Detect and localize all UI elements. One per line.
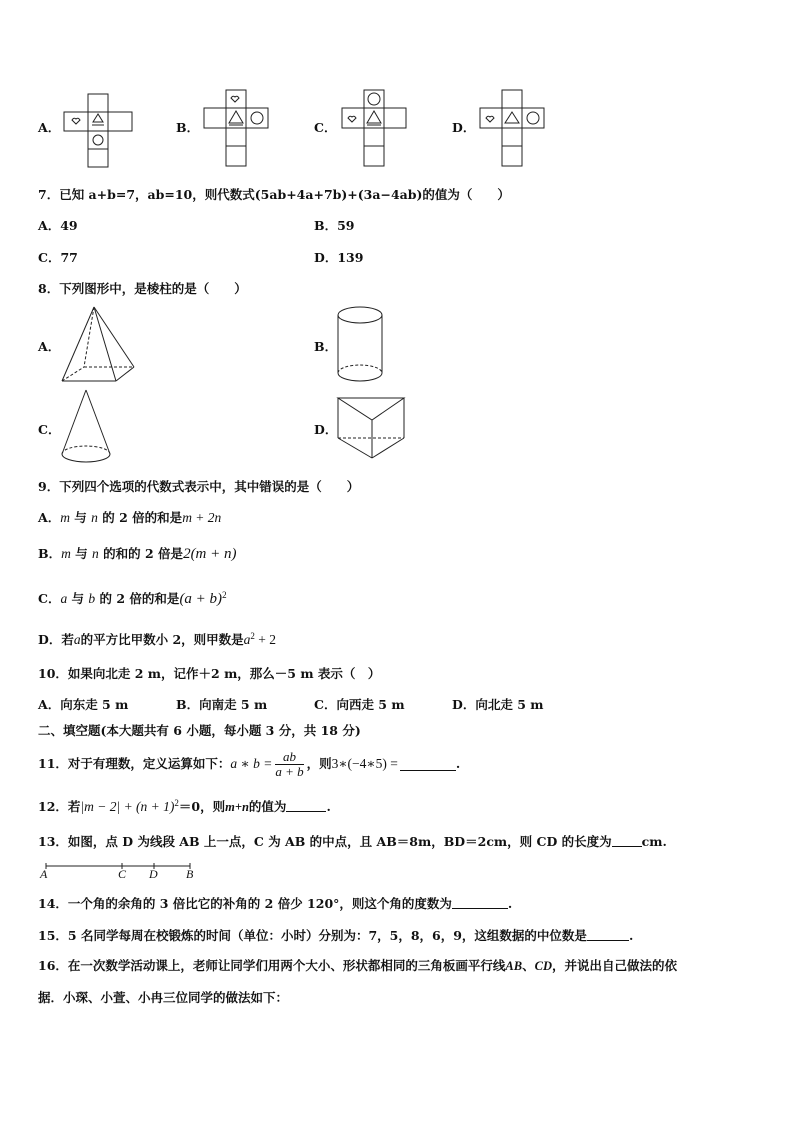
q6-net-c-figure — [342, 90, 412, 168]
q6-net-d-figure — [480, 90, 550, 168]
q9-b-mid: 与 — [70, 546, 93, 561]
q9-a-label: A． — [38, 510, 61, 525]
q15-stem — [38, 927, 633, 944]
q16-line1-post: ，并说出自己做法的依 — [551, 958, 677, 973]
q9-a-m: m — [60, 510, 70, 525]
q13-answer-blank[interactable] — [612, 833, 642, 847]
q9-d-label: D．若 — [38, 632, 74, 648]
q13-stem-text: 13．如图，点 D 为线段 AB 上一点，C 为 AB 的中点，且 AB＝8m，BD＝2cm，则 CD 的长度为 — [38, 834, 612, 849]
q8-option-d-label: D． — [314, 422, 338, 437]
q14-stem — [38, 895, 512, 912]
q14-stem-text: 14．一个角的余角的 3 倍比它的补角的 2 倍少 120°，则这个角的度数为 — [38, 896, 452, 911]
q12-mn: m+n — [225, 800, 249, 815]
q13-point-a: A — [40, 867, 48, 881]
q11-answer-blank[interactable] — [400, 757, 456, 771]
q10-stem: 10．如果向北走 2 m，记作＋2 m，那么－5 m 表示（ ） — [38, 666, 381, 681]
triangular-prism-figure — [336, 392, 416, 462]
q12-end: . — [326, 799, 331, 815]
q8-option-c-label: C． — [38, 422, 61, 437]
q9-option-c — [38, 587, 227, 607]
q15-answer-blank[interactable] — [587, 927, 629, 941]
q7-stem: 7．已知 a+b=7，ab=10，则代数式(5ab+4a+7b)+(3a−4ab)的值为（ ） — [38, 187, 510, 202]
q6-option-d-label: D． — [452, 120, 476, 135]
q6-net-b-figure — [204, 90, 274, 168]
q10-option-b: B．向南走 5 m — [176, 697, 268, 712]
q9-d-sup: 2 — [250, 631, 255, 641]
q13-unit: cm. — [641, 834, 667, 849]
q6-option-a-label: A． — [38, 120, 61, 135]
q14-end: . — [507, 896, 513, 911]
q12-answer-blank[interactable] — [286, 798, 326, 812]
q11-expr: 3∗(−4∗5) = — [331, 756, 398, 771]
q14-answer-blank[interactable] — [452, 895, 508, 909]
q9-option-d — [38, 628, 276, 648]
q12-sup: 2 — [174, 798, 179, 808]
q9-d-expr: a — [243, 632, 251, 648]
q15-end: . — [628, 928, 634, 943]
q9-d-a: a — [73, 632, 81, 648]
q12-pre: 12．若 — [38, 799, 81, 815]
q12-expr1: |m − 2| + (n + 1) — [80, 799, 175, 815]
q9-c-label: C． — [38, 591, 61, 607]
q9-c-sup: 2 — [222, 590, 227, 600]
q13-point-d: D — [149, 867, 158, 881]
q16-comma: 、 — [522, 958, 535, 973]
q6-option-b-label: B． — [176, 120, 200, 135]
q9-option-a — [38, 510, 221, 526]
q12-expr2: ＝0，则 — [178, 799, 226, 815]
q9-stem: 9．下列四个选项的代数式表示中，其中错误的是（ ） — [38, 479, 360, 494]
q9-b-tail: 的和的 2 倍是 — [98, 546, 184, 561]
q9-b-label: B． — [38, 546, 62, 561]
q13-stem — [38, 833, 667, 850]
q11-fraction — [275, 750, 303, 779]
q16-line-1 — [38, 958, 677, 974]
q9-option-b — [38, 546, 237, 562]
q10-option-d: D．向北走 5 m — [452, 697, 544, 712]
q12-tail: 的值为 — [248, 799, 287, 815]
q10-option-a: A．向东走 5 m — [38, 697, 129, 712]
q13-point-b: B — [186, 867, 194, 881]
q9-d-mid: 的平方比甲数小 2，则甲数是 — [80, 632, 244, 648]
q11-lhs: a ∗ b = — [230, 756, 273, 771]
q7-option-c: C．77 — [38, 250, 78, 265]
cone-figure — [60, 388, 120, 468]
q9-b-n: n — [92, 546, 99, 561]
q7-option-a: A．49 — [38, 218, 78, 233]
q13-point-c: C — [118, 867, 127, 881]
q16-cd: CD — [534, 959, 552, 973]
q9-a-tail: 的 2 倍的和是 — [97, 510, 183, 525]
q9-a-mid: 与 — [69, 510, 92, 525]
q9-b-expr: 2(m + n) — [183, 546, 237, 562]
q16-ab: AB — [505, 959, 523, 973]
q12-stem — [38, 795, 331, 815]
pyramid-figure — [60, 305, 140, 385]
q11-pre: 11．对于有理数，定义运算如下： — [38, 756, 231, 771]
q11-fraction-num: ab — [275, 750, 303, 765]
section-2-heading: 二、填空题(本大题共有 6 小题，每小题 3 分，共 18 分) — [38, 723, 361, 738]
q9-c-mid: 与 — [67, 591, 89, 607]
q8-option-a-label: A． — [38, 339, 61, 354]
q9-a-expr: m + 2n — [182, 510, 222, 525]
q11-stem — [38, 747, 460, 781]
q6-net-a-figure — [64, 94, 134, 170]
q7-option-d: D．139 — [314, 250, 364, 265]
q11-fraction-den: a + b — [275, 763, 304, 779]
q11-end: . — [455, 756, 461, 771]
q9-c-tail: 的 2 倍的和是 — [95, 591, 180, 607]
q8-option-b-label: B． — [314, 339, 338, 354]
q9-a-n: n — [91, 510, 98, 525]
q15-stem-text: 15．5 名同学每周在校锻炼的时间（单位：小时）分别为：7，5，8，6，9，这组数据的中位数是 — [38, 928, 587, 943]
q10-option-c: C．向西走 5 m — [314, 697, 405, 712]
q9-c-b: b — [88, 591, 96, 607]
q9-b-m: m — [61, 546, 71, 561]
q8-stem: 8．下列图形中，是棱柱的是（ ） — [38, 281, 247, 296]
q16-line-2: 据．小琛、小萱、小冉三位同学的做法如下： — [38, 990, 289, 1005]
cylinder-figure — [336, 305, 392, 387]
q9-c-expr: (a + b) — [179, 591, 223, 608]
q11-mid: ，则 — [306, 756, 332, 771]
q16-line1-pre: 16．在一次数学活动课上，老师让同学们用两个大小、形状都相同的三角板画平行线 — [38, 958, 506, 973]
q7-option-b: B．59 — [314, 218, 355, 233]
q6-option-c-label: C． — [314, 120, 337, 135]
q9-c-a: a — [60, 591, 68, 607]
q9-d-plus: + 2 — [254, 632, 277, 648]
